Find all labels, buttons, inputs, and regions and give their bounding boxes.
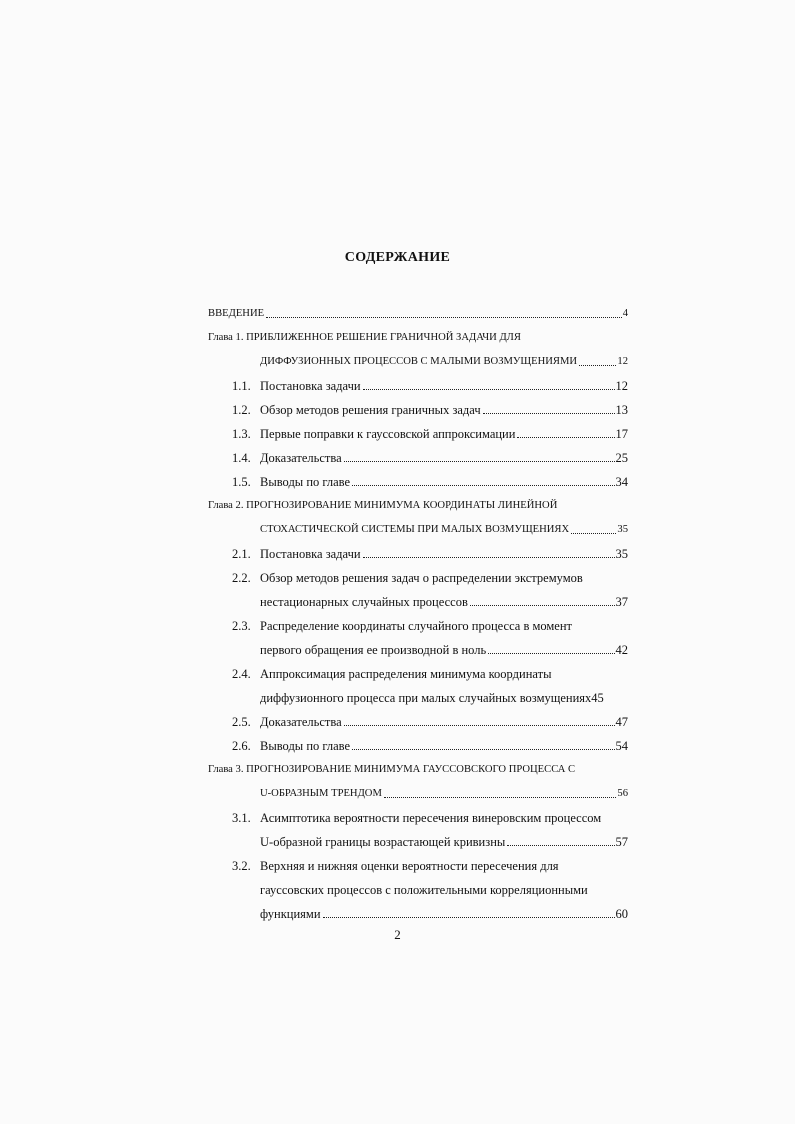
- toc-section-title: Обзор методов решения граничных задач: [260, 402, 481, 417]
- toc-section-number: 2.2.: [232, 570, 251, 585]
- toc-chapter-label: U-ОБРАЗНЫМ ТРЕНДОМ: [260, 788, 382, 800]
- toc-page-number: 54: [615, 738, 628, 753]
- toc-entry-label: ВВЕДЕНИЕ: [208, 308, 265, 320]
- toc-section-number: 1.3.: [232, 426, 251, 441]
- toc-page-number: 35: [615, 546, 628, 561]
- toc-page-number: 57: [615, 834, 628, 849]
- toc-page-number: 17: [615, 426, 628, 441]
- toc-section-number: 2.4.: [232, 666, 251, 681]
- toc-section-number: 2.5.: [232, 714, 251, 729]
- toc-page-number: 12: [615, 378, 628, 393]
- dot-leader: [352, 485, 614, 486]
- toc-section-2-3-cont[interactable]: [208, 632, 628, 656]
- toc-section-2-3[interactable]: [208, 608, 628, 632]
- toc-page-number: 47: [615, 714, 628, 729]
- toc-section-1-2[interactable]: [208, 392, 628, 416]
- toc-page-number: 4: [622, 308, 628, 320]
- toc-title: СОДЕРЖАНИЕ: [344, 250, 451, 265]
- dot-leader: [483, 413, 615, 414]
- dot-leader: [470, 605, 615, 606]
- toc-section-2-1[interactable]: [208, 536, 628, 560]
- dot-leader: [579, 365, 616, 366]
- dot-leader: [363, 389, 615, 390]
- toc-section-number: 2.6.: [232, 738, 251, 753]
- toc-chapter-3-heading[interactable]: [208, 752, 628, 776]
- table-of-contents: [208, 296, 628, 920]
- toc-page-number: 37: [615, 594, 628, 609]
- dot-leader: [571, 533, 616, 534]
- toc-section-2-2-cont[interactable]: [208, 584, 628, 608]
- toc-page-number: 56: [617, 788, 628, 800]
- toc-section-2-4-cont[interactable]: [208, 680, 628, 704]
- toc-chapter-label: Глава 3. ПРОГНОЗИРОВАНИЕ МИНИМУМА ГАУССОВСКОГО ПРОЦЕССА С: [208, 764, 576, 776]
- toc-section-title: U-образной границы возрастающей кривизны: [260, 834, 506, 849]
- dot-leader: [488, 653, 614, 654]
- toc-chapter-label: СТОХАСТИЧЕСКОЙ СИСТЕМЫ ПРИ МАЛЫХ ВОЗМУЩЕНИЯХ: [260, 524, 570, 536]
- toc-section-number: 3.2.: [232, 858, 251, 873]
- toc-page-number: 35: [617, 524, 628, 536]
- toc-section-1-5[interactable]: [208, 464, 628, 488]
- dot-leader: [363, 557, 615, 558]
- toc-section-title: Распределение координаты случайного процесса в момент: [260, 618, 572, 633]
- toc-section-title: Верхняя и нижняя оценки вероятности пересечения для: [260, 858, 559, 873]
- toc-section-2-2[interactable]: [208, 560, 628, 584]
- toc-section-number: 1.4.: [232, 450, 251, 465]
- toc-section-title: Постановка задачи: [260, 378, 361, 393]
- toc-page-number: 42: [615, 642, 628, 657]
- page-number: 2: [394, 927, 401, 942]
- toc-page-number: 25: [615, 450, 628, 465]
- toc-section-title: нестационарных случайных процессов: [260, 594, 468, 609]
- dot-leader: [384, 797, 617, 798]
- toc-chapter-label: Глава 1. ПРИБЛИЖЕННОЕ РЕШЕНИЕ ГРАНИЧНОЙ ЗАДАЧИ ДЛЯ: [208, 332, 521, 344]
- toc-section-number: 2.3.: [232, 618, 251, 633]
- toc-section-3-2[interactable]: [208, 848, 628, 872]
- toc-section-title: диффузионного процесса при малых случайных возмущениях: [260, 690, 592, 705]
- toc-section-2-5[interactable]: [208, 704, 628, 728]
- dot-leader: [352, 749, 614, 750]
- toc-chapter-3-heading-cont[interactable]: [208, 776, 628, 800]
- toc-section-1-1[interactable]: [208, 368, 628, 392]
- toc-section-3-2-cont[interactable]: [208, 872, 628, 896]
- toc-entry-intro[interactable]: [208, 296, 628, 320]
- dot-leader: [323, 917, 615, 918]
- toc-page-number: 60: [615, 906, 628, 921]
- toc-section-1-4[interactable]: [208, 440, 628, 464]
- toc-page-number: 13: [615, 402, 628, 417]
- toc-section-number: 1.5.: [232, 474, 251, 489]
- toc-section-2-4[interactable]: [208, 656, 628, 680]
- dot-leader: [344, 725, 615, 726]
- toc-section-title: Выводы по главе: [260, 474, 351, 489]
- toc-section-3-2-cont-2[interactable]: [208, 896, 628, 920]
- toc-chapter-2-heading[interactable]: [208, 488, 628, 512]
- toc-section-title: Обзор методов решения задач о распределении экстремумов: [260, 570, 583, 585]
- dot-leader: [517, 437, 614, 438]
- toc-section-number: 3.1.: [232, 810, 251, 825]
- dot-leader: [266, 317, 622, 318]
- dot-leader: [507, 845, 614, 846]
- toc-page-number: 12: [617, 356, 628, 368]
- toc-section-number: 2.1.: [232, 546, 251, 561]
- toc-section-3-1-cont[interactable]: [208, 824, 628, 848]
- toc-section-title: Первые поправки к гауссовской аппроксимации: [260, 426, 516, 441]
- toc-section-number: 1.2.: [232, 402, 251, 417]
- toc-section-title: гауссовских процессов с положительными корреляционными: [260, 882, 588, 897]
- toc-section-number: 1.1.: [232, 378, 251, 393]
- toc-chapter-2-heading-cont[interactable]: [208, 512, 628, 536]
- toc-section-title: первого обращения ее производной в ноль: [260, 642, 487, 657]
- toc-chapter-label: ДИФФУЗИОННЫХ ПРОЦЕССОВ С МАЛЫМИ ВОЗМУЩЕНИЯМИ: [260, 356, 578, 368]
- toc-section-3-1[interactable]: [208, 800, 628, 824]
- toc-chapter-1-heading-cont[interactable]: [208, 344, 628, 368]
- toc-chapter-label: Глава 2. ПРОГНОЗИРОВАНИЕ МИНИМУМА КООРДИНАТЫ ЛИНЕЙНОЙ: [208, 500, 558, 512]
- toc-chapter-1-heading[interactable]: [208, 320, 628, 344]
- toc-section-title: Доказательства: [260, 450, 342, 465]
- dot-leader: [344, 461, 615, 462]
- toc-section-title: Асимптотика вероятности пересечения винеровским процессом: [260, 810, 602, 825]
- toc-section-title: функциями: [260, 906, 321, 921]
- toc-section-2-6[interactable]: [208, 728, 628, 752]
- toc-section-1-3[interactable]: [208, 416, 628, 440]
- toc-page-number: 34: [615, 474, 628, 489]
- toc-section-title: Постановка задачи: [260, 546, 361, 561]
- toc-section-title: Выводы по главе: [260, 738, 351, 753]
- toc-page-number: 45: [591, 690, 604, 705]
- toc-section-title: Доказательства: [260, 714, 342, 729]
- toc-section-title: Аппроксимация распределения минимума координаты: [260, 666, 552, 681]
